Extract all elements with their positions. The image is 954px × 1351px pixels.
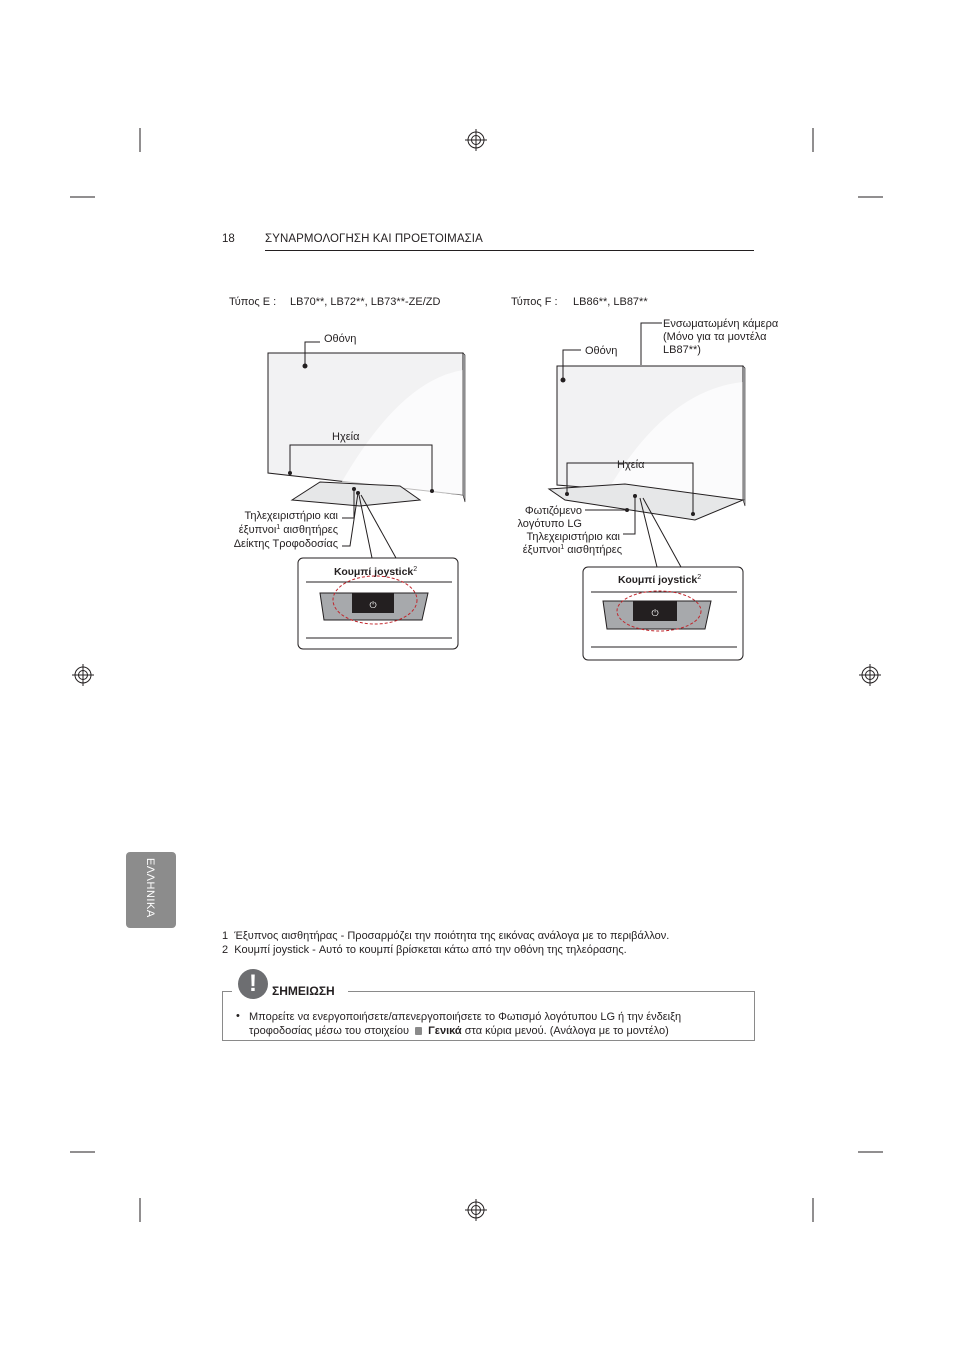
type-e-models: LB70**, LB72**, LB73**-ZE/ZD	[290, 296, 441, 308]
note-text-before: Μπορείτε να ενεργοποιήσετε/απενεργοποιήσετε το Φωτισμό λογότυπου LG ή την ένδειξη τροφοδοσίας μέσω του στοιχείου	[249, 1011, 682, 1037]
header-rule	[265, 250, 754, 251]
speakers-label-f: Ηχεία	[617, 459, 645, 471]
section-title: ΣΥΝΑΡΜΟΛΟΓΗΣΗ ΚΑΙ ΠΡΟΕΤΟΙΜΑΣΙΑ	[265, 233, 483, 245]
settings-icon	[415, 1027, 422, 1035]
remote-line1-e: Τηλεχειριστήριο και	[244, 510, 338, 522]
type-e-label: Τύπος E :	[229, 296, 277, 308]
footnote-2-num: 2	[222, 944, 229, 956]
type-f-label: Τύπος F :	[511, 296, 558, 308]
note-bullet: •	[236, 1010, 240, 1022]
svg-text:⏻: ⏻	[651, 608, 659, 618]
footnote-2-text: Κουμπί joystick - Αυτό το κουμπί βρίσκεται κάτω από την οθόνη της τηλεόρασης.	[234, 944, 627, 956]
page-number: 18	[222, 233, 235, 245]
svg-text:⏻: ⏻	[369, 600, 377, 610]
logo-line2: λογότυπο LG	[517, 518, 582, 530]
type-f-models: LB86**, LB87**	[573, 296, 648, 308]
camera-line1: Ενσωματωμένη κάμερα	[663, 318, 779, 330]
joystick-label-f: Κουμπί joystick$^2$	[618, 574, 702, 586]
camera-line2: (Μόνο για τα μοντέλα	[663, 331, 767, 343]
note-text-after: στα κύρια μενού. (Ανάλογα με το μοντέλο)	[461, 1025, 669, 1037]
footnote-2	[222, 944, 627, 958]
note-border-left	[222, 991, 232, 992]
language-tab	[126, 852, 176, 928]
remote-line2-e: έξυπνοι$^1$ αισθητήρες	[238, 524, 338, 536]
tv-diagram-type-e	[220, 290, 480, 660]
language-tab-label: ΕΛΛΗΝΙΚΑ	[144, 858, 156, 918]
footnote-1	[222, 930, 669, 944]
power-indicator-label-e: Δείκτης Τροφοδοσίας	[233, 538, 338, 550]
logo-line1: Φωτιζόμενο	[524, 505, 582, 517]
exclamation-icon: !	[238, 969, 268, 999]
tv-diagram-type-f	[505, 290, 795, 665]
camera-line3: LB87**)	[663, 344, 701, 356]
joystick-label-e: Κουμπί joystick$^2$	[334, 566, 418, 578]
note-title: ΣΗΜΕΙΩΣΗ	[272, 984, 335, 998]
footnote-1-text: Έξυπνος αισθητήρας - Προσαρμόζει την ποιότητα της εικόνας ανάλογα με το περιβάλλον.	[234, 930, 670, 942]
note-border-right	[348, 991, 754, 992]
speakers-label-e: Ηχεία	[332, 431, 360, 443]
screen-label-f: Οθόνη	[585, 345, 618, 357]
note-bold-item: Γενικά	[428, 1025, 462, 1037]
note-text	[249, 1010, 729, 1038]
footnote-1-num: 1	[222, 930, 229, 942]
remote-line1-f: Τηλεχειριστήριο και	[526, 531, 620, 543]
screen-label-e: Οθόνη	[324, 333, 357, 345]
remote-line2-f: έξυπνοι$^1$ αισθητήρες	[522, 544, 622, 556]
